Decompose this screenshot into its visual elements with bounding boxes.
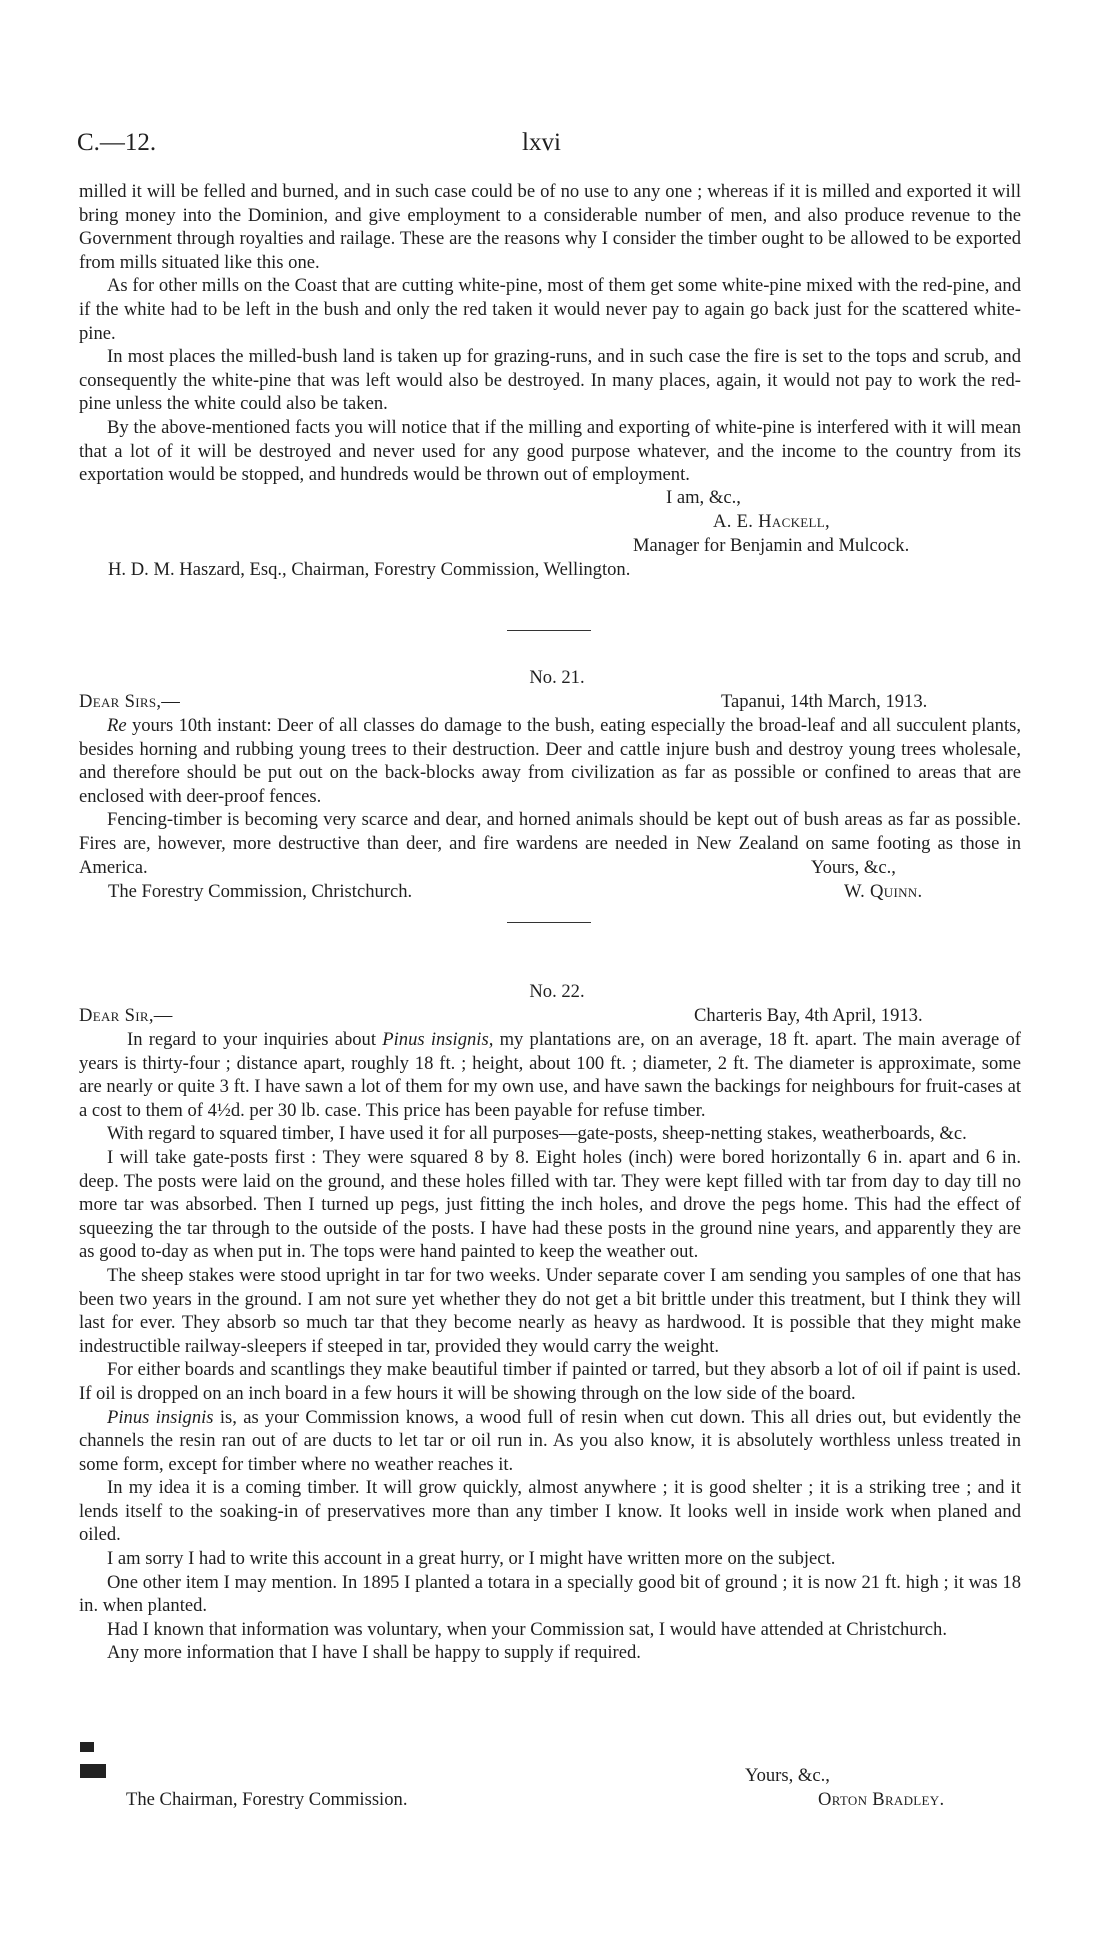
paragraph [79, 1406, 1021, 1477]
letter-22-signature: Orton Bradley. [818, 1789, 945, 1810]
species-name: Pinus insignis [107, 1406, 214, 1428]
salutation: Dear Sir,— [79, 1005, 173, 1026]
place-date: Charteris Bay, 4th April, 1913. [694, 1005, 923, 1026]
paragraph: One other item I may mention. In 1895 I planted a totara in a specially good bit of ground ; it is now 21 ft. high ; it was 18 in. when planted. [79, 1571, 1021, 1617]
paragraph-text: yours 10th instant: Deer of all classes do damage to the bush, eating especially the broad-leaf and all succulent plants, besides horning and rubbing young trees to their destruction. Deer and cattle injure bush and destroy young trees wholesale, and therefore should be put out on the back-blocks away from civilization as far as possible or confined to areas that are enclosed with deer-proof fences. [79, 715, 1021, 807]
place-date: Tapanui, 14th March, 1913. [721, 691, 928, 712]
paragraph: Had I known that information was voluntary, when your Commission sat, I would have attended at Christchurch. [107, 1618, 947, 1640]
paragraph: I will take gate-posts first : They were squared 8 by 8. Eight holes (inch) were bored horizontally 6 in. apart and 6 in. deep. The posts were laid on the ground, and these holes filled with tar. They were kept filled with tar from day to day till no more tar was absorbed. Then I turned up pegs, just fitting the inch holes, and drove the pegs home. This had the effect of squeezing the tar through to the outside of the posts. I have had these posts in the ground nine years, and apparently they are as good to-day as when put in. The tops were hand painted to keep the weather out. [79, 1146, 1021, 1263]
page-number: lxvi [522, 129, 561, 156]
ink-blot [80, 1764, 106, 1778]
series-number: C.—12. [77, 129, 157, 156]
letter-21-body [79, 714, 1021, 879]
paragraph: I am sorry I had to write this account in a great hurry, or I might have written more on the subject. [107, 1548, 836, 1570]
letter-number: No. 21. [529, 667, 585, 688]
letter-21-closing: Yours, &c., [811, 857, 896, 878]
section-divider [507, 630, 591, 631]
letter-21-signature: W. Quinn. [844, 881, 923, 902]
paragraph: As for other mills on the Coast that are cutting white-pine, most of them get some white-pine mixed with the red-pine, and if the white had to be left in the bush and only the red taken it would never pay to again go back just for the scattered white-pine. [79, 275, 1021, 344]
letter-22-body [79, 1028, 1021, 1665]
salutation: Dear Sirs,— [79, 691, 181, 712]
paragraph: In my idea it is a coming timber. It will grow quickly, almost anywhere ; it is good shelter ; it is a striking tree ; and it lends itself to the soaking-in of preservatives more than any timber I know. It looks well in inside work when planed and oiled. [79, 1477, 1021, 1546]
paragraph-text: In regard to your inquiries about [127, 1029, 383, 1050]
re-label: Re [107, 715, 127, 736]
paragraph [79, 1028, 1021, 1122]
letter-22-closing: Yours, &c., [745, 1765, 830, 1786]
letter-20-closing: I am, &c., [666, 487, 741, 508]
paragraph: milled it will be felled and burned, and in such case could be of no use to any one ; whereas if it is milled and exported it will bring money into the Dominion, and give employment to a considerable number of men, and also produce revenue to the Government through royalties and railage. These are the reasons why I consider the timber ought to be allowed to be exported from mills situated like this one. [79, 181, 1021, 273]
letter-number: No. 22. [529, 981, 585, 1002]
letter-21-addressee: The Forestry Commission, Christchurch. [108, 881, 413, 902]
paragraph-text: my plantations are, on an average, 18 ft. apart. The main average of years is thirty-four ; distance apart, roughly 18 ft. ; height, about 100 ft. ; diameter, 2 ft. The diameter is approximate, some are nearly or quite 3 ft. I have sawn a lot of them for my own use, and have sawn the backings for neighbours for fruit-cases at a cost to them of 4½d. per 30 lb. case. This price has been payable for refuse timber. [79, 1029, 1021, 1121]
paragraph: In most places the milled-bush land is taken up for grazing-runs, and in such case the fire is set to the tops and scrub, and consequently the white-pine that was left would also be destroyed. In many places, again, it would not pay to work the red-pine unless the white could also be taken. [79, 346, 1021, 415]
letter-20-signature: A. E. Hackell, [713, 511, 830, 532]
paragraph: For either boards and scantlings they make beautiful timber if painted or tarred, but they absorb a lot of oil if paint is used. If oil is dropped on an inch board in a few hours it will be showing through on the low side of the board. [79, 1359, 1021, 1404]
paragraph: The sheep stakes were stood upright in tar for two weeks. Under separate cover I am sending you samples of one that has been two years in the ground. I am not sure yet whether they do not get a bit brittle under this treatment, but I think they will last for ever. They absorb so much tar that they become nearly as heavy as hardwood. It is possible that they might make indestructible railway-sleepers if steeped in tar, provided they would carry the weight. [79, 1264, 1021, 1357]
letter-20-body [79, 180, 1021, 487]
paragraph: Any more information that I have I shall be happy to supply if required. [107, 1642, 641, 1664]
species-name: Pinus insignis, [382, 1029, 494, 1050]
letter-22-addressee: The Chairman, Forestry Commission. [126, 1789, 408, 1810]
paragraph: With regard to squared timber, I have used it for all purposes—gate-posts, sheep-netting stakes, weatherboards, &c. [107, 1123, 967, 1145]
ink-blot [80, 1742, 94, 1752]
letter-20-signature-title: Manager for Benjamin and Mulcock. [633, 535, 910, 556]
paragraph [79, 714, 1021, 808]
letter-20-addressee: H. D. M. Haszard, Esq., Chairman, Forestry Commission, Wellington. [108, 559, 631, 580]
paragraph: Fencing-timber is becoming very scarce and dear, and horned animals should be kept out of bush areas as far as possible. Fires are, however, more destructive than deer, and fire wardens are needed in New Zealand on same footing as those in America. [79, 809, 1021, 878]
section-divider [507, 922, 591, 923]
paragraph-text: is, as your Commission knows, a wood full of resin when cut down. This all dries out, but evidently the channels the resin ran out of are ducts to let tar or oil run in. As you also know, it is absolutely worthless unless treated in some form, except for timber where no weather reaches it. [79, 1406, 1021, 1475]
paragraph: By the above-mentioned facts you will notice that if the milling and exporting of white-pine is interfered with it will mean that a lot of it will be destroyed and never used for any good purpose whatever, and the income to the country from its exportation would be stopped, and hundreds would be thrown out of employment. [79, 416, 1021, 486]
